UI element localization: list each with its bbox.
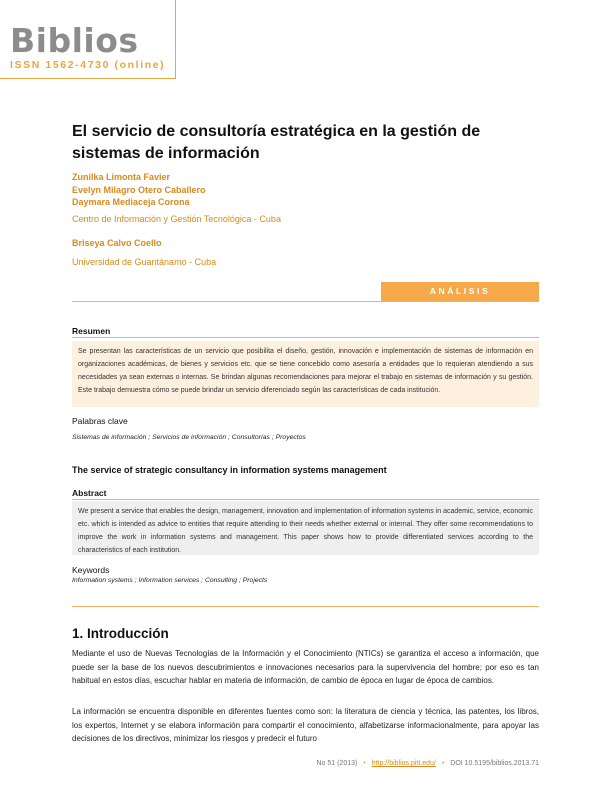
keywords-es-text: Sistemas de información ; Servicios de información ; Consultorías ; Proyectos [72, 434, 306, 441]
keywords-es-heading: Palabras clave [72, 416, 128, 426]
footer-separator: • [363, 760, 366, 767]
author-name: Daymara Mediaceja Corona [72, 197, 190, 207]
author-list [72, 171, 206, 209]
article-title: El servicio de consultoría estratégica en la gestión de sistemas de información [72, 123, 481, 162]
resumen-divider [72, 337, 539, 338]
issn-label: ISSN 1562-4730 (online) [10, 59, 166, 71]
page-footer [316, 760, 539, 767]
abstract-text: We present a service that enables the design, management, innovation and implementation of information systems in academic, service, economic etc. which is intended as advice to entities that require attending to their needs whether external or internal. They offer some recommendations to improve the work in information systems and management. This paper shows how to provide differentiated services according to the characteristics of each institution. [72, 501, 539, 555]
journal-url-link[interactable]: http://biblios.pitt.edu/ [371, 760, 436, 767]
affiliation: Universidad de Guantánamo - Cuba [72, 257, 217, 267]
logo-text: Biblios [10, 21, 139, 60]
affiliation: Centro de Información y Gestión Tecnológica - Cuba [72, 214, 281, 224]
intro-paragraph: La información se encuentra disponible en diferentes fuentes como son: la literatura de ciencia y técnica, las patentes, los libros, los expertos, Internet y se elabora información para compartir el conocimiento, alfabetizarse informacionalmente, para apoyar las decisiones de los directivos, minimizar los riesgos y predecir el futuro [72, 707, 539, 743]
author-name: Evelyn Milagro Otero Caballero [72, 184, 206, 195]
keywords-en-heading: Keywords [72, 565, 110, 575]
doi-label: DOI 10.5195/biblios.2013.71 [450, 760, 539, 767]
resumen-heading: Resumen [72, 326, 111, 336]
abstract-divider [72, 499, 539, 500]
keywords-en-text: Information systems ; Information services ; Consulting ; Projects [72, 577, 268, 584]
journal-logo [10, 20, 180, 58]
footer-separator: • [441, 760, 445, 767]
abstract-heading: Abstract [72, 488, 107, 498]
author-name: Briseya Calvo Coello [72, 238, 162, 248]
header-vertical-divider [175, 0, 176, 79]
intro-paragraph: Mediante el uso de Nuevas Tecnologías de la Información y el Conocimiento (NTICs) se garantiza el acceso a información, que puede ser la base de los nuevos descubrimientos e innovaciones necesarios para la supervivencia del hombre; por eso es tan habitual en estos días, escuchar hablar en materia de información, de cambio de época en lugar de época de cambios. [72, 649, 539, 685]
english-title: The service of strategic consultancy in information systems management [72, 465, 387, 475]
section-badge: ANÁLISIS [381, 282, 539, 301]
header-divider [0, 78, 175, 79]
intro-heading: 1. Introducción [72, 626, 169, 641]
resumen-text: Se presentan las características de un servicio que posibilita el diseño, gestión, innovación e implementación de sistemas de información en organizaciones académicas, de bienes y servicios etc. que se tiene concebido como asesoría a entidades que lo requieran atendiendo a sus necesidades ya sean externas o internas. Se brindan algunas recomendaciones para mejorar el trabajo en sistemas de información y su gestión. Este trabajo demuestra cómo se puede brindar un servicio diferenciado según las características de cada institución. [72, 341, 539, 407]
issue-number: No 51 (2013) [316, 760, 358, 767]
author-name: Zunilka Limonta Favier [72, 172, 171, 182]
section-divider [72, 301, 539, 302]
abstract-end-divider [72, 606, 539, 607]
